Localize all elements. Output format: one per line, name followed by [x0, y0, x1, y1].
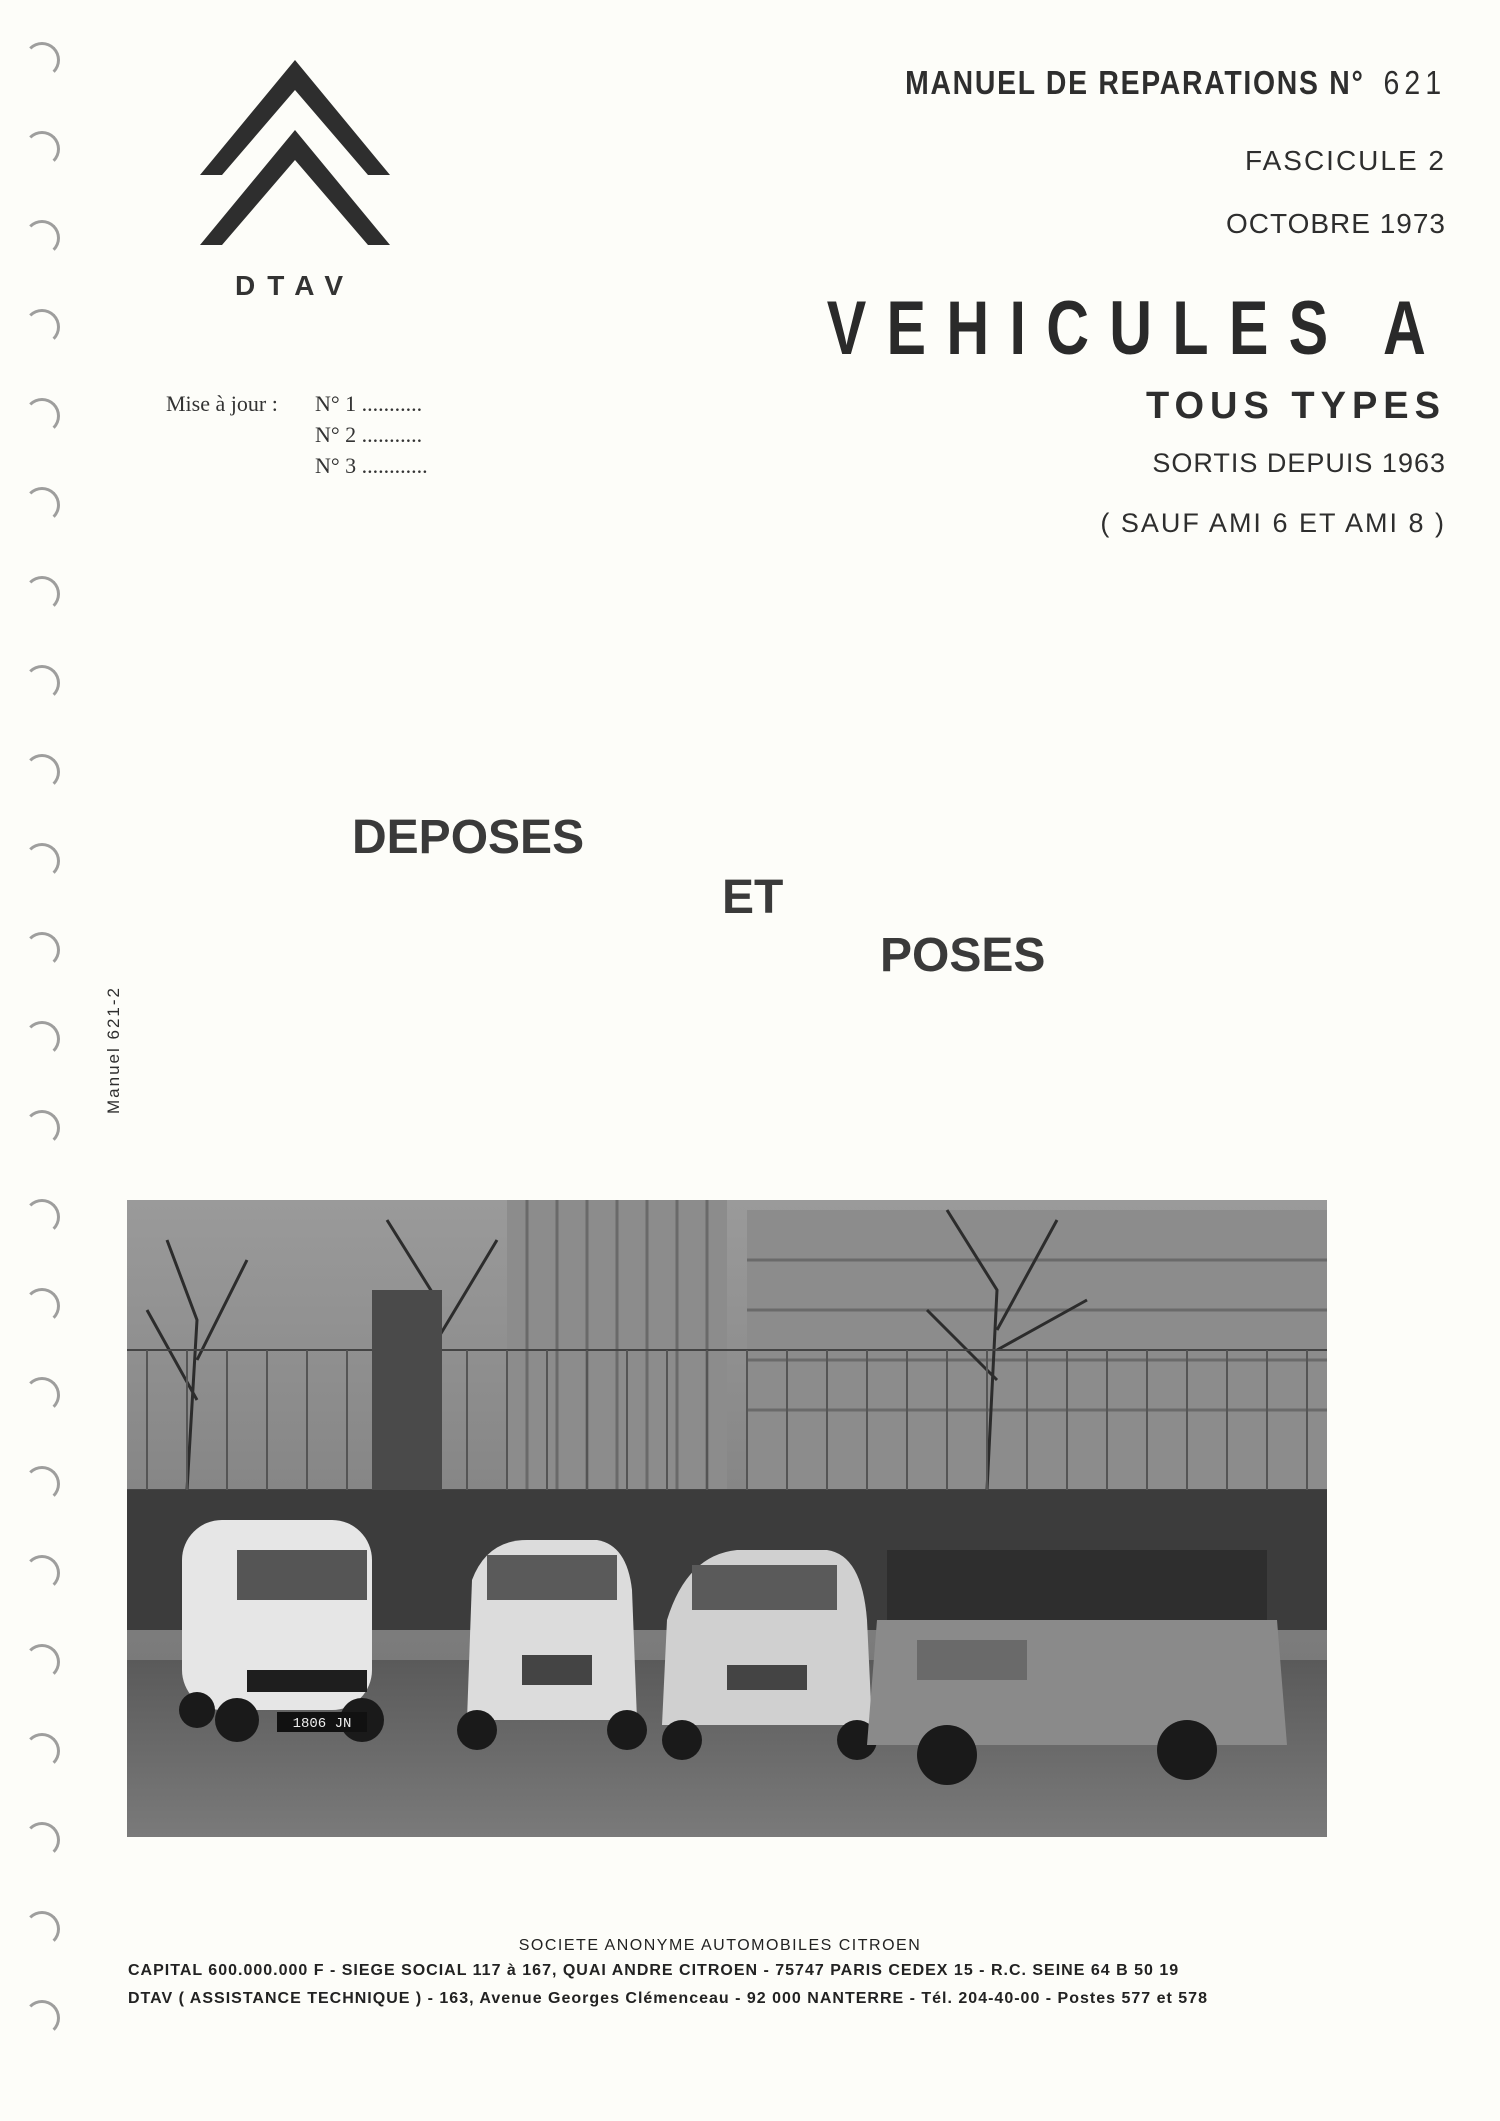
binding-hole [24, 932, 60, 968]
updates-label: Mise à jour : [166, 391, 278, 416]
footer-company: SOCIETE ANONYME AUTOMOBILES CITROEN [518, 1937, 922, 1954]
license-plate: 1806 JN [292, 1716, 352, 1732]
binding-hole [24, 398, 60, 434]
manual-number: 621 [1383, 64, 1446, 101]
side-label: Manuel 621-2 [103, 986, 123, 1114]
update-item: N° 1 ........... [315, 391, 423, 416]
update-item: N° 2 ........... [315, 422, 423, 447]
binding-hole [24, 220, 60, 256]
binding-hole [24, 309, 60, 345]
update-item: N° 3 ............ [315, 453, 428, 478]
binding-hole [24, 2000, 60, 2036]
manual-title [905, 64, 1446, 102]
binding-hole [24, 1199, 60, 1235]
heading-poses: POSES [880, 929, 1046, 982]
binding-hole [24, 1822, 60, 1858]
publication-date: OCTOBRE 1973 [1225, 208, 1446, 239]
vehicle-since: SORTIS DEPUIS 1963 [1152, 448, 1446, 478]
footer-address: CAPITAL 600.000.000 F - SIEGE SOCIAL 117 à 167, QUAI ANDRE CITROEN - 75747 PARIS CEDEX 15 - R.C. SEINE 64 B 50 19 [128, 1962, 1180, 1979]
heading-deposes: DEPOSES [352, 811, 585, 864]
binding-hole [24, 1110, 60, 1146]
fascicule: FASCICULE 2 [1245, 145, 1446, 176]
binding-hole [24, 754, 60, 790]
binding-hole [24, 576, 60, 612]
binding-hole [24, 665, 60, 701]
binding-hole [24, 131, 60, 167]
binding-hole [24, 1555, 60, 1591]
citroen-double-chevron-icon [195, 55, 395, 255]
building-background [507, 1200, 1327, 1490]
binding-hole [24, 1021, 60, 1057]
binding-hole [24, 1377, 60, 1413]
footer-contact: DTAV ( ASSISTANCE TECHNIQUE ) - 163, Avenue Georges Clémenceau - 92 000 NANTERRE - Tél. 204-40-00 - Postes 577 et 578 [128, 1990, 1208, 2007]
binding-hole [24, 487, 60, 523]
vehicle-types: TOUS TYPES [1145, 385, 1446, 427]
van-2cv [179, 1520, 384, 1742]
heading-et: ET [722, 871, 784, 924]
binding-hole [24, 42, 60, 78]
car-2cv [457, 1540, 647, 1750]
vehicle-title: VEHICULES A [826, 286, 1446, 371]
binding-hole [24, 843, 60, 879]
binding-hole [24, 1288, 60, 1324]
binding-hole [24, 1466, 60, 1502]
manual-label: MANUEL DE REPARATIONS N° [904, 64, 1365, 101]
binding-hole [24, 1733, 60, 1769]
logo-label: DTAV [235, 270, 356, 301]
vehicles-photo [127, 1200, 1327, 1837]
vehicle-exceptions: ( SAUF AMI 6 ET AMI 8 ) [1100, 508, 1446, 538]
binding-hole [24, 1644, 60, 1680]
